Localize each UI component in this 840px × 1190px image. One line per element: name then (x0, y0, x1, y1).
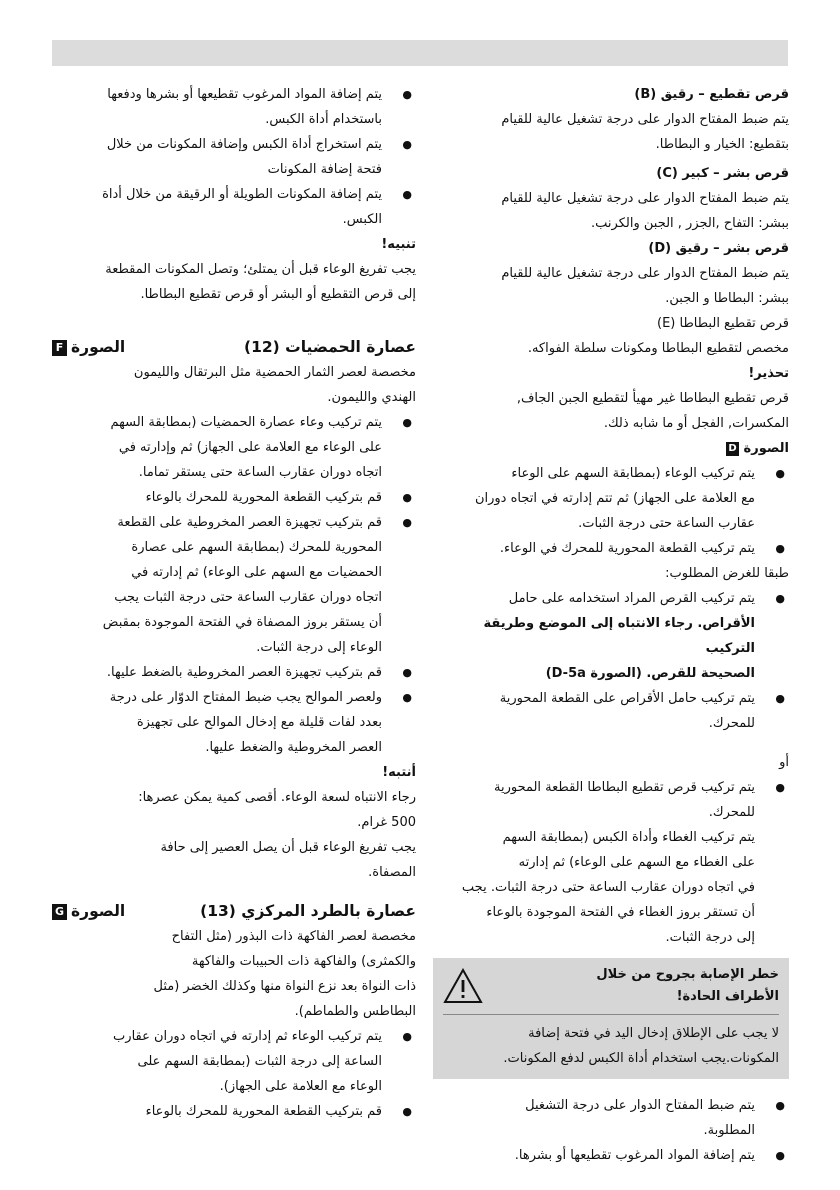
line: ● قم بتركيب تجهيزة العصر المخروطية على القطعة (117, 515, 382, 530)
figure-label: الصورة (71, 338, 126, 356)
spacer (52, 307, 416, 335)
spacer (433, 736, 789, 750)
figure-label: الصورة (743, 441, 789, 456)
list-item (52, 132, 416, 182)
line: أن تستقر بروز الغطاء في الفتحة الموجودة بالوعاء (486, 905, 755, 920)
line: بتقطيع: الخيار و البطاطا. (655, 137, 789, 152)
figure-letter-badge: G (52, 904, 67, 920)
citrus-intro (52, 360, 416, 410)
list-item (433, 686, 789, 736)
line: المحورية للمحرك (بمطابقة السهم على عصارة (131, 540, 382, 555)
or-text: أو (779, 755, 789, 770)
line: ● يتم تركيب الوعاء (بمطابقة السهم على الوعاء (511, 466, 755, 481)
line: ● يتم إضافة المكونات الطويلة أو الرقيقة من خلال أداة (102, 187, 382, 202)
line: ● ولعصر الموالح يجب ضبط المفتاح الدوّار على درجة (109, 690, 382, 705)
line: البطاطس والطماطم). (294, 1004, 416, 1019)
line: المكونات.يجب استخدام أداة الكبس لدفع المكونات. (503, 1051, 779, 1066)
centrifugal-section-title (52, 899, 416, 924)
line: عقارب الساعة حتى درجة الثبات. (578, 516, 755, 531)
attention-text (52, 785, 416, 885)
disc-d-title: قرص بشر – رقيق (D) (648, 241, 789, 256)
list-item (52, 510, 416, 660)
list-item (52, 182, 416, 232)
line: الحمضيات مع السهم على الوعاء) ثم إدارته في (131, 565, 382, 580)
line: لا يجب على الإطلاق إدخال اليد في فتحة إضافة (528, 1026, 779, 1041)
line: باستخدام أداة الكبس. (265, 112, 382, 127)
line: الصحيحة للقرص. (الصورة D-5a) (545, 666, 755, 681)
list-item (433, 586, 789, 686)
list-item: ● قم بتركيب تجهيزة العصر المخروطية بالضغط عليها. (52, 660, 416, 685)
disc-c-title: قرص بشر – كبير (C) (656, 166, 789, 181)
warning-box (433, 958, 789, 1079)
line: الأقراص. رجاء الانتباه إلى الموضع وطريقة التركيب (483, 616, 755, 656)
list-item: ● قم بتركيب القطعة المحورية للمحرك بالوعاء (52, 485, 416, 510)
line: يتم ضبط المفتاح الدوار على درجة تشغيل عالية للقيام (501, 112, 789, 127)
line: 500 غرام. (357, 815, 416, 830)
line: إلى درجة الثبات. (665, 930, 755, 945)
line: يجب تفريغ الوعاء قبل أن يمتلئ؛ وتصل المكونات المقطعة (105, 262, 416, 277)
figure-f-label (52, 335, 125, 360)
disc-b-text (433, 107, 789, 157)
line: ● يتم تركيب قرص تقطيع البطاطا القطعة المحورية (493, 780, 755, 795)
list-item (52, 410, 416, 485)
list-item: ● يتم إضافة المواد المرغوب تقطيعها أو بشرها. (433, 1143, 789, 1168)
line: ببشر: التفاح ,الجزر , الجبن والكرنب. (591, 216, 789, 231)
right-column (433, 82, 789, 1168)
line: الوعاء مع العلامة على الجهاز). (219, 1079, 382, 1094)
line: يتم ضبط المفتاح الدوار على درجة تشغيل عالية للقيام (501, 266, 789, 281)
note-title: تنبيه! (381, 237, 416, 252)
list-item (52, 1024, 416, 1099)
line: الكبس. (342, 212, 382, 227)
line: الساعة إلى درجة الثبات (بمطابقة السهم على (137, 1054, 382, 1069)
line: ● يتم تركيب وعاء عصارة الحمضيات (بمطابقة السهم (110, 415, 382, 430)
list-item: ● قم بتركيب القطعة المحورية للمحرك بالوعاء (52, 1099, 416, 1124)
line: يجب تفريغ الوعاء قبل أن يصل العصير إلى حافة (160, 840, 416, 855)
warning-title: خطر الإصابة بجروح من خلال الأطراف الحادة! (596, 967, 779, 1004)
line: المصفاة. (368, 865, 416, 880)
figure-d-label (433, 436, 789, 461)
line: إلى قرص التقطيع أو البشر أو قرص تقطيع البطاطا. (140, 287, 416, 302)
line: اتجاه دوران عقارب الساعة حتى درجة الثبات يجب (114, 590, 382, 605)
disc-d-text (433, 261, 789, 311)
line: للمحرك. (708, 716, 755, 731)
list-item (433, 461, 789, 536)
note-text (52, 257, 416, 307)
caution-text (433, 386, 789, 436)
figure-label: الصورة (71, 902, 126, 920)
line: على الغطاء مع السهم على الوعاء) ثم إدارته (518, 855, 755, 870)
line: ببشر: البطاطا و الجبن. (665, 291, 789, 306)
left-column (52, 82, 416, 1124)
list-item-continuation (433, 825, 789, 950)
spacer (52, 885, 416, 899)
disc-e-title: قرص تقطيع البطاطا (E) (657, 316, 789, 331)
disc-e-text: مخصص لتقطيع البطاطا ومكونات سلطة الفواكه. (527, 341, 789, 356)
line: يتم ضبط المفتاح الدوار على درجة تشغيل عالية للقيام (501, 191, 789, 206)
section-title: عصارة بالطرد المركزي (13) (200, 902, 416, 920)
line: قرص تقطيع البطاطا غير مهيأ لتقطيع الجبن الجاف, (516, 391, 789, 406)
list-item (433, 775, 789, 825)
line: والكمثرى) والفاكهة ذات الحبيبات والفاكهة (191, 954, 416, 969)
line: العصر المخروطية والضغط عليها. (205, 740, 382, 755)
list-item (52, 685, 416, 760)
line: أن يستقر بروز المصفاة في الفتحة الموجودة بمقبض (102, 615, 382, 630)
figure-g-label (52, 899, 125, 924)
list-item (52, 82, 416, 132)
line: ● يتم ضبط المفتاح الدوار على درجة التشغيل (525, 1098, 755, 1113)
disc-b-title: قرص تقطيع – رقيق (B) (634, 87, 789, 102)
caution-title: تحذير! (748, 366, 789, 381)
need-text: طبقا للغرض المطلوب: (665, 566, 789, 581)
line: للمحرك. (708, 805, 755, 820)
warning-header (443, 964, 779, 1015)
line: ذات النواة بعد نزع النواة منها وكذلك الخضر (مثل (153, 979, 416, 994)
warning-text (443, 1021, 779, 1071)
line: الوعاء إلى درجة الثبات. (256, 640, 382, 655)
line: على الوعاء مع العلامة على الجهاز) ثم وإدارته في (118, 440, 382, 455)
header-bar (52, 40, 788, 66)
line: بعدد لفات قليلة مع إدخال الموالح على تجهيزة (136, 715, 382, 730)
line: ● يتم تركيب حامل الأقراص على القطعة المحورية (499, 691, 755, 706)
attention-title: أنتبه! (382, 765, 416, 780)
line: الهندي والليمون. (327, 390, 416, 405)
list-item (433, 1093, 789, 1143)
citrus-section-title (52, 335, 416, 360)
line: مخصصة لعصر الثمار الحمضية مثل البرتقال والليمون (133, 365, 416, 380)
centrifugal-intro (52, 924, 416, 1024)
spacer (433, 1079, 789, 1093)
list-item: ● يتم تركيب القطعة المحورية للمحرك في الوعاء. (433, 536, 789, 561)
line: فتحة إضافة المكونات (267, 162, 382, 177)
line: رجاء الانتباه لسعة الوعاء. أقصى كمية يمكن عصرها: (138, 790, 416, 805)
warning-triangle-icon (443, 968, 483, 1004)
line: ● يتم تركيب الوعاء ثم إدارته في اتجاه دوران عقارب (113, 1029, 382, 1044)
disc-c-text (433, 186, 789, 236)
line: مخصصة لعصر الفاكهة ذات البذور (مثل التفاح (171, 929, 416, 944)
line: المكسرات, الفجل أو ما شابه ذلك. (603, 416, 789, 431)
line: مع العلامة على الجهاز) ثم تتم إدارته في اتجاه دوران (474, 491, 755, 506)
line: ● يتم إضافة المواد المرغوب تقطيعها أو بشرها ودفعها (107, 87, 382, 102)
figure-letter-badge: F (52, 340, 67, 356)
line: ● يتم تركيب القرص المراد استخدامه على حامل (508, 591, 755, 606)
line: ● يتم استخراج أداة الكبس وإضافة المكونات من خلال (106, 137, 382, 152)
section-title: عصارة الحمضيات (12) (244, 338, 416, 356)
line: المطلوبة. (703, 1123, 755, 1138)
line: اتجاه دوران عقارب الساعة حتى يستقر تماما. (138, 465, 382, 480)
line: يتم تركيب الغطاء وأداة الكبس (بمطابقة السهم (502, 830, 755, 845)
figure-letter-badge: D (726, 442, 739, 456)
line: في اتجاه دوران عقارب الساعة حتى درجة الثبات. يجب (461, 880, 755, 895)
